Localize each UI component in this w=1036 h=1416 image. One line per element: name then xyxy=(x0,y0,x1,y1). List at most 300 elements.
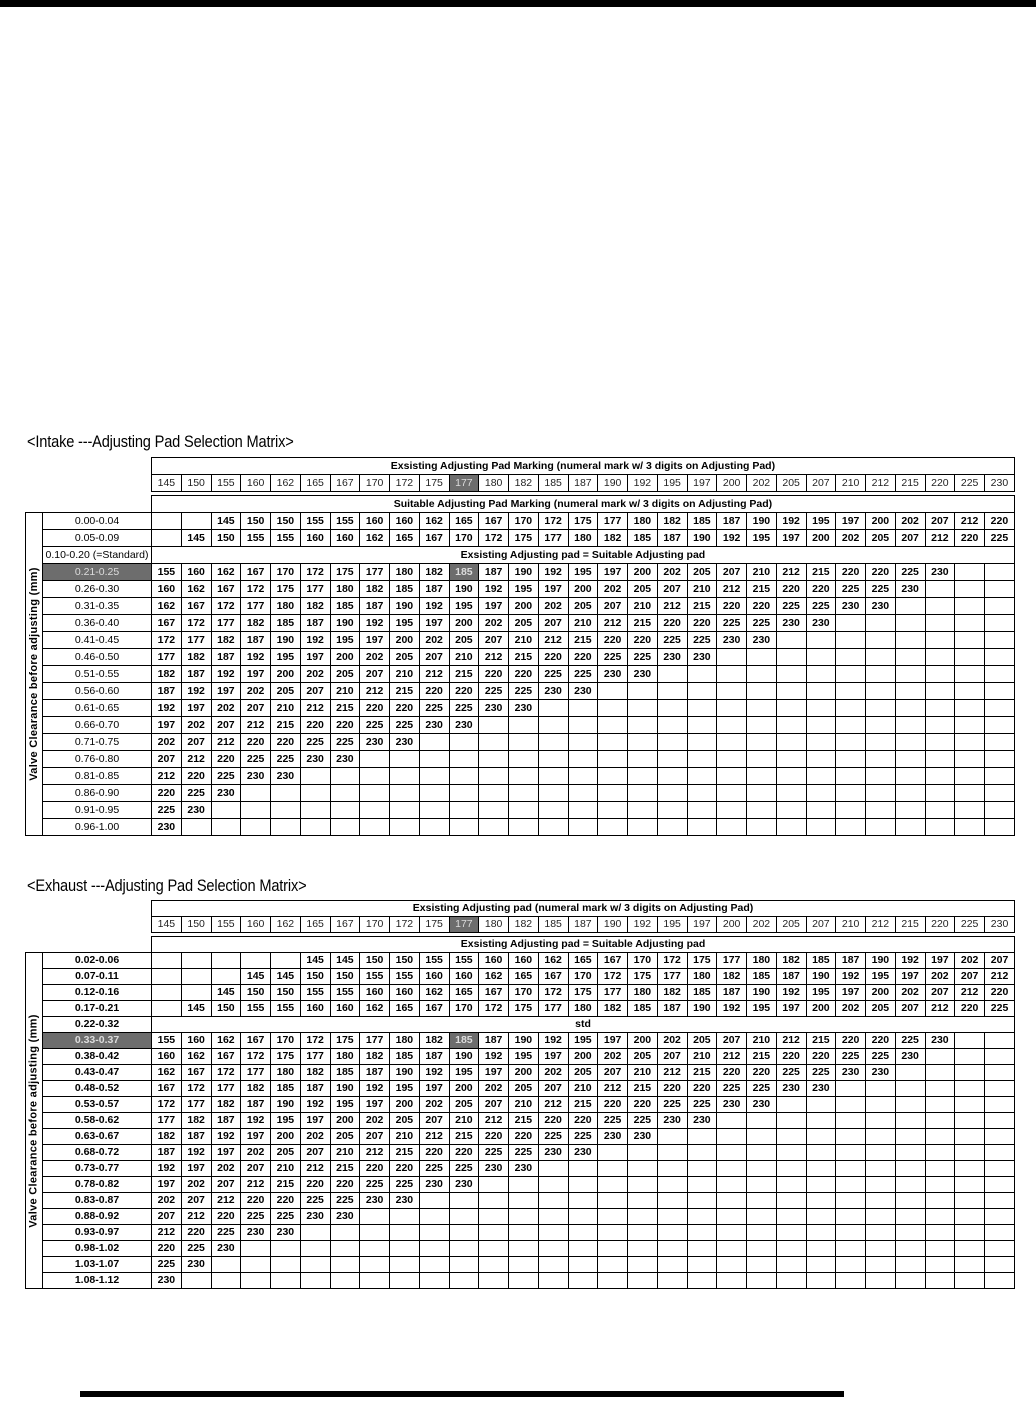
column-header-cell: 165 xyxy=(300,917,330,933)
matrix-cell xyxy=(985,1097,1015,1113)
matrix-cell xyxy=(419,1225,449,1241)
column-header-cell: 192 xyxy=(628,917,658,933)
row-label: 0.73-0.77 xyxy=(43,1161,152,1177)
matrix-cell: 230 xyxy=(538,1145,568,1161)
matrix-cell xyxy=(181,969,211,985)
matrix-cell: 190 xyxy=(687,1001,717,1017)
matrix-cell xyxy=(866,734,896,751)
row-label: 0.61-0.65 xyxy=(43,700,152,717)
matrix-cell: 190 xyxy=(271,632,301,649)
matrix-cell xyxy=(568,717,598,734)
table-row xyxy=(26,1257,1015,1273)
matrix-cell: 225 xyxy=(152,1257,182,1273)
matrix-cell: 160 xyxy=(509,953,539,969)
matrix-cell xyxy=(419,734,449,751)
matrix-cell xyxy=(955,564,985,581)
matrix-cell xyxy=(925,1209,955,1225)
matrix-cell: 165 xyxy=(390,1001,420,1017)
matrix-cell: 165 xyxy=(449,513,479,530)
matrix-cell xyxy=(806,683,836,700)
matrix-cell xyxy=(776,632,806,649)
matrix-cell xyxy=(449,1273,479,1289)
matrix-cell xyxy=(747,1113,777,1129)
matrix-cell xyxy=(776,1161,806,1177)
matrix-cell: 192 xyxy=(300,632,330,649)
row-label: 0.81-0.85 xyxy=(43,768,152,785)
matrix-cell xyxy=(538,1193,568,1209)
matrix-cell xyxy=(806,1161,836,1177)
matrix-cell: 197 xyxy=(300,649,330,666)
matrix-cell: 160 xyxy=(360,985,390,1001)
matrix-cell: 225 xyxy=(538,666,568,683)
column-header-cell: 205 xyxy=(776,917,806,933)
matrix-cell: 167 xyxy=(152,1081,182,1097)
matrix-cell: 230 xyxy=(449,717,479,734)
matrix-cell: 215 xyxy=(449,1129,479,1145)
column-header-cell: 155 xyxy=(211,917,241,933)
matrix-cell: 220 xyxy=(449,683,479,700)
matrix-cell: 185 xyxy=(628,530,658,547)
matrix-cell xyxy=(390,1257,420,1273)
matrix-cell: 160 xyxy=(152,581,182,598)
suitable-header-row xyxy=(26,496,1015,513)
matrix-cell: 167 xyxy=(152,615,182,632)
matrix-cell: 187 xyxy=(152,683,182,700)
matrix-cell: 182 xyxy=(241,1081,271,1097)
matrix-cell xyxy=(390,751,420,768)
matrix-cell: 185 xyxy=(449,1033,479,1049)
matrix-cell: 205 xyxy=(628,1049,658,1065)
matrix-cell: 230 xyxy=(152,1273,182,1289)
matrix-cell xyxy=(955,802,985,819)
matrix-cell: 190 xyxy=(866,953,896,969)
matrix-cell: 207 xyxy=(717,1033,747,1049)
row-label: 0.78-0.82 xyxy=(43,1177,152,1193)
matrix-cell: 230 xyxy=(300,751,330,768)
matrix-cell xyxy=(479,785,509,802)
matrix-cell: 220 xyxy=(776,1049,806,1065)
matrix-cell: 207 xyxy=(152,751,182,768)
matrix-cell: 220 xyxy=(538,1113,568,1129)
matrix-cell xyxy=(895,1273,925,1289)
row-label: 0.86-0.90 xyxy=(43,785,152,802)
matrix-cell: 195 xyxy=(271,1113,301,1129)
matrix-cell xyxy=(895,1081,925,1097)
matrix-cell: 185 xyxy=(390,1049,420,1065)
row-label: 1.03-1.07 xyxy=(43,1257,152,1273)
matrix-cell xyxy=(955,1177,985,1193)
matrix-cell xyxy=(657,1193,687,1209)
matrix-cell xyxy=(271,1257,301,1273)
matrix-cell: 185 xyxy=(330,1065,360,1081)
matrix-cell: 162 xyxy=(419,985,449,1001)
matrix-cell xyxy=(985,666,1015,683)
matrix-cell xyxy=(776,1097,806,1113)
row-label: 0.12-0.16 xyxy=(43,985,152,1001)
matrix-cell: 220 xyxy=(360,700,390,717)
matrix-cell xyxy=(538,1241,568,1257)
matrix-cell xyxy=(836,1273,866,1289)
matrix-cell: 190 xyxy=(330,615,360,632)
matrix-cell: 210 xyxy=(747,564,777,581)
matrix-cell: 190 xyxy=(271,1097,301,1113)
matrix-cell: 175 xyxy=(568,985,598,1001)
matrix-cell: 182 xyxy=(598,530,628,547)
matrix-cell xyxy=(895,1225,925,1241)
table-row xyxy=(26,751,1015,768)
column-header-cell: 207 xyxy=(806,917,836,933)
matrix-cell: 200 xyxy=(509,598,539,615)
row-label: 0.93-0.97 xyxy=(43,1225,152,1241)
matrix-cell xyxy=(836,802,866,819)
matrix-cell xyxy=(449,1225,479,1241)
matrix-cell: 215 xyxy=(390,1145,420,1161)
matrix-cell xyxy=(955,768,985,785)
matrix-cell: 230 xyxy=(390,1193,420,1209)
y-axis-label-cell xyxy=(26,953,43,1289)
matrix-cell: 215 xyxy=(806,564,836,581)
matrix-cell: 160 xyxy=(360,513,390,530)
matrix-cell: 187 xyxy=(181,666,211,683)
matrix-cell: 167 xyxy=(419,530,449,547)
matrix-cell: 172 xyxy=(241,581,271,598)
matrix-cell xyxy=(776,1129,806,1145)
matrix-cell: 207 xyxy=(895,530,925,547)
matrix-cell: 225 xyxy=(419,1161,449,1177)
matrix-cell: 205 xyxy=(390,1113,420,1129)
matrix-cell: 192 xyxy=(538,564,568,581)
matrix-cell xyxy=(806,1113,836,1129)
matrix-cell xyxy=(449,1209,479,1225)
matrix-cell xyxy=(866,1161,896,1177)
matrix-cell: 202 xyxy=(895,985,925,1001)
matrix-cell xyxy=(717,649,747,666)
exhaust-title: <Exhaust ---Adjusting Pad Selection Matrix> xyxy=(27,876,307,895)
column-header-cell: 187 xyxy=(568,475,598,492)
matrix-cell xyxy=(806,802,836,819)
matrix-cell xyxy=(419,1193,449,1209)
matrix-cell xyxy=(895,700,925,717)
matrix-cell: 190 xyxy=(747,985,777,1001)
matrix-cell xyxy=(776,1209,806,1225)
matrix-cell: 207 xyxy=(657,1049,687,1065)
matrix-cell: 162 xyxy=(152,1065,182,1081)
matrix-cell xyxy=(509,1177,539,1193)
matrix-cell: 230 xyxy=(479,1161,509,1177)
matrix-cell xyxy=(538,1209,568,1225)
suitable-pad-header: Suitable Adjusting Pad Marking (numeral mark w/ 3 digits on Adjusting Pad) xyxy=(152,496,1015,513)
header-row xyxy=(26,901,1015,917)
row-label: 0.53-0.57 xyxy=(43,1097,152,1113)
matrix-cell: 225 xyxy=(895,564,925,581)
matrix-cell xyxy=(598,1161,628,1177)
matrix-cell: 210 xyxy=(628,1065,658,1081)
matrix-cell xyxy=(687,717,717,734)
matrix-cell: 212 xyxy=(211,1193,241,1209)
matrix-cell xyxy=(211,802,241,819)
matrix-cell xyxy=(866,1097,896,1113)
matrix-cell: 160 xyxy=(479,953,509,969)
matrix-cell: 220 xyxy=(717,1065,747,1081)
matrix-cell xyxy=(241,1273,271,1289)
matrix-cell xyxy=(479,717,509,734)
matrix-cell: 182 xyxy=(717,969,747,985)
matrix-cell: 202 xyxy=(419,632,449,649)
matrix-cell: 197 xyxy=(152,717,182,734)
matrix-cell: 202 xyxy=(181,1177,211,1193)
column-header-cell: 225 xyxy=(955,475,985,492)
matrix-cell: 155 xyxy=(419,953,449,969)
matrix-cell: 160 xyxy=(390,985,420,1001)
matrix-cell: 165 xyxy=(568,953,598,969)
matrix-cell: 155 xyxy=(241,1001,271,1017)
matrix-cell: 182 xyxy=(419,564,449,581)
matrix-cell xyxy=(657,1241,687,1257)
matrix-cell: 197 xyxy=(836,513,866,530)
matrix-cell: 145 xyxy=(330,953,360,969)
matrix-cell xyxy=(717,785,747,802)
matrix-cell: 197 xyxy=(895,969,925,985)
matrix-cell: 202 xyxy=(836,1001,866,1017)
matrix-cell xyxy=(955,598,985,615)
matrix-cell: 202 xyxy=(955,953,985,969)
matrix-cell: 210 xyxy=(390,666,420,683)
matrix-cell: 197 xyxy=(360,1097,390,1113)
matrix-cell xyxy=(747,683,777,700)
matrix-cell: 155 xyxy=(152,1033,182,1049)
matrix-cell xyxy=(925,1097,955,1113)
matrix-cell: 202 xyxy=(152,1193,182,1209)
matrix-cell xyxy=(836,819,866,836)
column-header-cell: 230 xyxy=(985,917,1015,933)
matrix-cell: 215 xyxy=(687,1065,717,1081)
matrix-cell xyxy=(866,768,896,785)
column-header-cell: 230 xyxy=(985,475,1015,492)
matrix-cell: 187 xyxy=(776,969,806,985)
matrix-cell xyxy=(806,1241,836,1257)
matrix-cell: 230 xyxy=(687,1113,717,1129)
matrix-cell: 230 xyxy=(568,1145,598,1161)
matrix-cell: 230 xyxy=(330,1209,360,1225)
matrix-cell xyxy=(419,785,449,802)
matrix-cell: 202 xyxy=(538,598,568,615)
row-label: 0.63-0.67 xyxy=(43,1129,152,1145)
matrix-cell xyxy=(628,1209,658,1225)
matrix-cell xyxy=(955,734,985,751)
matrix-cell: 170 xyxy=(449,1001,479,1017)
column-header-cell: 145 xyxy=(152,475,182,492)
matrix-cell xyxy=(717,734,747,751)
matrix-cell: 215 xyxy=(806,1033,836,1049)
bottom-rule xyxy=(80,1391,844,1397)
matrix-cell: 230 xyxy=(509,700,539,717)
matrix-cell xyxy=(717,1193,747,1209)
matrix-cell: 175 xyxy=(568,513,598,530)
column-header-cell: 197 xyxy=(687,475,717,492)
matrix-cell: 230 xyxy=(866,598,896,615)
matrix-cell: 197 xyxy=(419,615,449,632)
matrix-cell: 225 xyxy=(330,1193,360,1209)
table-row xyxy=(26,1129,1015,1145)
matrix-cell: 177 xyxy=(211,615,241,632)
matrix-cell xyxy=(479,768,509,785)
row-label: 0.00-0.04 xyxy=(43,513,152,530)
matrix-cell: 230 xyxy=(449,1177,479,1193)
matrix-cell: 212 xyxy=(152,1225,182,1241)
matrix-cell: 225 xyxy=(449,1161,479,1177)
matrix-cell xyxy=(598,768,628,785)
matrix-cell xyxy=(985,1129,1015,1145)
matrix-cell xyxy=(479,751,509,768)
matrix-cell xyxy=(866,1081,896,1097)
matrix-cell: 180 xyxy=(390,1033,420,1049)
matrix-cell: 195 xyxy=(390,615,420,632)
matrix-cell: 162 xyxy=(152,598,182,615)
matrix-cell: 212 xyxy=(717,1049,747,1065)
matrix-cell: 230 xyxy=(568,683,598,700)
matrix-cell: 160 xyxy=(181,564,211,581)
matrix-cell: 170 xyxy=(568,969,598,985)
matrix-cell xyxy=(300,785,330,802)
matrix-cell: 207 xyxy=(419,1113,449,1129)
matrix-cell xyxy=(836,1081,866,1097)
matrix-cell: 150 xyxy=(271,513,301,530)
matrix-cell: 172 xyxy=(479,1001,509,1017)
matrix-cell: 212 xyxy=(955,513,985,530)
matrix-cell: 220 xyxy=(152,785,182,802)
matrix-cell: 202 xyxy=(360,649,390,666)
matrix-cell xyxy=(568,1161,598,1177)
matrix-cell: 200 xyxy=(568,581,598,598)
matrix-cell xyxy=(925,751,955,768)
row-label: 0.33-0.37 xyxy=(43,1033,152,1049)
column-header-cell: 200 xyxy=(717,475,747,492)
matrix-cell: 167 xyxy=(479,985,509,1001)
matrix-cell xyxy=(985,734,1015,751)
matrix-cell: 200 xyxy=(390,632,420,649)
matrix-cell xyxy=(985,649,1015,666)
matrix-cell xyxy=(568,734,598,751)
matrix-cell: 160 xyxy=(181,1033,211,1049)
matrix-cell: 175 xyxy=(509,530,539,547)
matrix-cell xyxy=(657,1129,687,1145)
matrix-cell: 225 xyxy=(806,598,836,615)
matrix-cell xyxy=(747,649,777,666)
matrix-cell: 207 xyxy=(717,564,747,581)
matrix-cell xyxy=(390,1225,420,1241)
matrix-cell xyxy=(538,700,568,717)
matrix-cell: 197 xyxy=(479,598,509,615)
row-label: 0.36-0.40 xyxy=(43,615,152,632)
matrix-cell xyxy=(985,1033,1015,1049)
matrix-cell xyxy=(628,1257,658,1273)
matrix-cell xyxy=(747,1241,777,1257)
matrix-cell: 210 xyxy=(628,598,658,615)
matrix-cell xyxy=(241,785,271,802)
matrix-cell: 230 xyxy=(538,683,568,700)
matrix-cell xyxy=(895,615,925,632)
matrix-cell xyxy=(598,734,628,751)
row-label: 0.98-1.02 xyxy=(43,1241,152,1257)
matrix-cell xyxy=(657,700,687,717)
matrix-cell xyxy=(747,1273,777,1289)
matrix-cell: 167 xyxy=(181,1065,211,1081)
matrix-cell xyxy=(866,1241,896,1257)
matrix-cell xyxy=(419,1241,449,1257)
matrix-cell: 225 xyxy=(836,1049,866,1065)
matrix-cell: 155 xyxy=(271,530,301,547)
matrix-cell xyxy=(955,1065,985,1081)
matrix-cell xyxy=(985,1273,1015,1289)
matrix-cell: 225 xyxy=(628,649,658,666)
matrix-cell: 177 xyxy=(538,1001,568,1017)
matrix-cell: 195 xyxy=(330,632,360,649)
matrix-cell xyxy=(687,1193,717,1209)
matrix-cell xyxy=(628,734,658,751)
matrix-cell: 212 xyxy=(717,581,747,598)
matrix-cell xyxy=(687,1273,717,1289)
column-header-cell: 167 xyxy=(330,917,360,933)
matrix-cell xyxy=(747,1257,777,1273)
matrix-cell: 195 xyxy=(330,1097,360,1113)
matrix-cell: 167 xyxy=(598,953,628,969)
matrix-cell xyxy=(836,1225,866,1241)
matrix-cell xyxy=(717,1209,747,1225)
matrix-cell xyxy=(895,785,925,802)
matrix-cell: 225 xyxy=(300,734,330,751)
row-label: 0.05-0.09 xyxy=(43,530,152,547)
matrix-cell xyxy=(806,649,836,666)
matrix-cell: 225 xyxy=(211,768,241,785)
table-row xyxy=(26,985,1015,1001)
matrix-cell xyxy=(866,1273,896,1289)
matrix-cell xyxy=(241,819,271,836)
matrix-cell xyxy=(985,717,1015,734)
matrix-cell: 230 xyxy=(390,734,420,751)
matrix-cell: 202 xyxy=(241,1145,271,1161)
matrix-cell xyxy=(598,819,628,836)
matrix-cell xyxy=(449,768,479,785)
corner-blank xyxy=(26,901,152,917)
matrix-cell xyxy=(241,1241,271,1257)
matrix-cell xyxy=(449,1193,479,1209)
matrix-cell: 230 xyxy=(806,615,836,632)
matrix-cell xyxy=(866,1113,896,1129)
matrix-cell: 220 xyxy=(300,717,330,734)
matrix-cell: 230 xyxy=(241,1225,271,1241)
column-header-cell: 210 xyxy=(836,917,866,933)
matrix-cell: 212 xyxy=(538,1097,568,1113)
matrix-cell xyxy=(955,1193,985,1209)
matrix-cell xyxy=(836,666,866,683)
matrix-cell xyxy=(360,785,390,802)
row-label: 0.02-0.06 xyxy=(43,953,152,969)
matrix-cell xyxy=(747,1129,777,1145)
matrix-cell xyxy=(776,1145,806,1161)
matrix-cell: 220 xyxy=(390,700,420,717)
matrix-cell: 225 xyxy=(241,1209,271,1225)
matrix-cell xyxy=(628,683,658,700)
matrix-cell: 160 xyxy=(449,969,479,985)
matrix-cell: 197 xyxy=(360,632,390,649)
matrix-cell xyxy=(717,1177,747,1193)
matrix-cell: 192 xyxy=(479,1049,509,1065)
matrix-cell xyxy=(955,632,985,649)
matrix-cell: 162 xyxy=(360,1001,390,1017)
table-row xyxy=(26,819,1015,836)
matrix-cell xyxy=(390,819,420,836)
matrix-cell: 220 xyxy=(717,598,747,615)
